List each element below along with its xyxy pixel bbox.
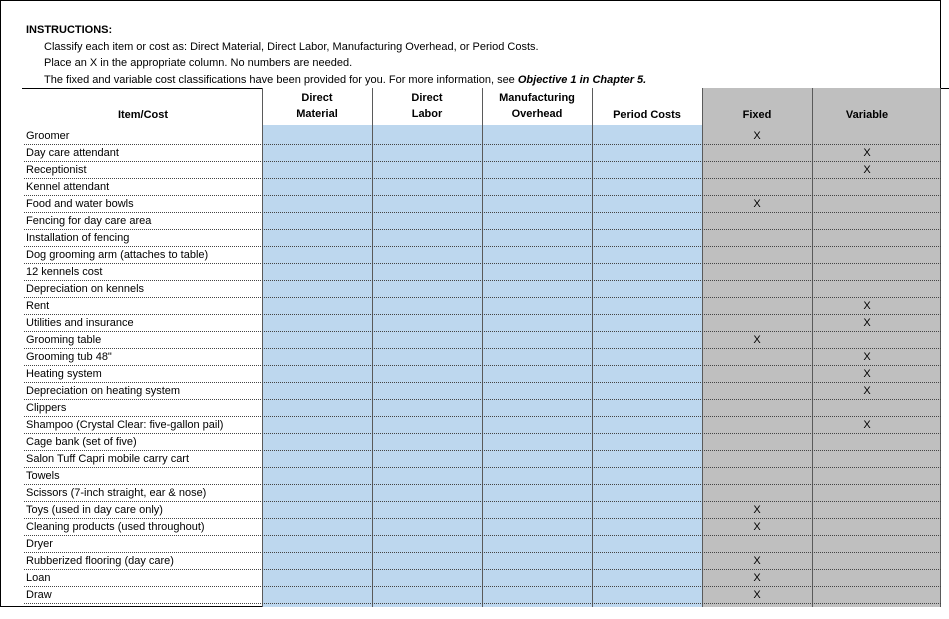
item-cost-label: Clippers (26, 402, 67, 414)
item-cost-label: Utilities and insurance (26, 317, 134, 329)
chapter-reference: Objective 1 in Chapter 5. (517, 73, 647, 86)
fixed-mark: X (753, 521, 761, 533)
table-row (24, 417, 941, 434)
table-row (24, 332, 941, 349)
fixed-mark: X (753, 504, 761, 516)
variable-mark: X (863, 419, 871, 431)
variable-mark: X (863, 164, 871, 176)
direct-material-header-line-2: Material (296, 107, 338, 120)
item-cost-label: Receptionist (26, 164, 87, 176)
table-row (24, 400, 941, 417)
item-cost-label: Kennel attendant (26, 181, 110, 193)
table-row (24, 230, 941, 247)
instructions-heading: INSTRUCTIONS: (26, 24, 113, 36)
item-cost-label: Rent (26, 300, 50, 312)
fixed-header: Fixed (742, 109, 772, 121)
item-cost-label: Towels (26, 470, 60, 482)
variable-mark: X (863, 317, 871, 329)
variable-mark: X (863, 385, 871, 397)
item-cost-label: Scissors (7-inch straight, ear & nose) (26, 487, 207, 499)
item-cost-label: Heating system (26, 368, 102, 380)
table-row (24, 128, 941, 145)
table-row (24, 468, 941, 485)
item-cost-label: Depreciation on heating system (26, 385, 181, 397)
item-cost-label: Grooming table (26, 334, 102, 346)
table-row (24, 247, 941, 264)
direct-labor-header (372, 88, 482, 125)
table-row (24, 451, 941, 468)
item-cost-label: Groomer (26, 130, 70, 142)
item-cost-label: 12 kennels cost (26, 266, 103, 278)
item-cost-label: Toys (used in day care only) (26, 504, 163, 516)
table-row (24, 179, 941, 196)
table-row (24, 485, 941, 502)
manufacturing-overhead-header (482, 88, 592, 125)
table-row (24, 519, 941, 536)
table-row (24, 315, 941, 332)
fixed-mark: X (753, 198, 761, 210)
item-cost-label: Draw (26, 589, 52, 601)
variable-mark: X (863, 368, 871, 380)
variable-mark: X (863, 147, 871, 159)
table-row (24, 587, 941, 604)
item-cost-label: Dryer (26, 538, 53, 550)
instructions-line-2: Place an X in the appropriate column. No numbers are needed. (44, 57, 353, 69)
instructions-block (26, 22, 949, 89)
fixed-mark: X (753, 334, 761, 346)
manufacturing-overhead-header-line-2: Overhead (511, 107, 563, 120)
item-cost-label: Dog grooming arm (attaches to table) (26, 249, 209, 261)
item-cost-label: Grooming tub 48" (26, 351, 112, 363)
table-row (24, 298, 941, 315)
variable-mark: X (863, 351, 871, 363)
item-cost-label: Fencing for day care area (26, 215, 152, 227)
item-cost-label: Rubberized flooring (day care) (26, 555, 174, 567)
table-row (24, 196, 941, 213)
table-row (24, 162, 941, 179)
item-cost-header: Item/Cost (117, 109, 169, 121)
item-cost-label: Day care attendant (26, 147, 119, 159)
table-row (24, 553, 941, 570)
table-row (24, 570, 941, 587)
direct-labor-header-line-1: Direct (411, 91, 443, 104)
manufacturing-overhead-header-line-1: Manufacturing (499, 91, 575, 104)
table-row (24, 213, 941, 230)
item-cost-label: Food and water bowls (26, 198, 134, 210)
item-cost-label: Cage bank (set of five) (26, 436, 137, 448)
item-cost-label: Depreciation on kennels (26, 283, 145, 295)
table-row (24, 281, 941, 298)
item-cost-label: Loan (26, 572, 51, 584)
table-row (24, 264, 941, 281)
table-row (24, 502, 941, 519)
item-cost-label: Cleaning products (used throughout) (26, 521, 205, 533)
table-row (24, 536, 941, 553)
instructions-line-3 (22, 72, 949, 90)
table-row (24, 383, 941, 400)
fixed-mark: X (753, 589, 761, 601)
direct-material-header (262, 88, 372, 125)
period-costs-header: Period Costs (613, 109, 681, 121)
table-row (24, 366, 941, 383)
cost-rows (24, 128, 941, 604)
instructions-line-1: Classify each item or cost as: Direct Material, Direct Labor, Manufacturing Overhead, or Period Costs. (44, 40, 539, 53)
item-cost-label: Shampoo (Crystal Clear: five-gallon pail) (26, 419, 224, 431)
table-row (24, 349, 941, 366)
table-row (24, 434, 941, 451)
variable-mark: X (863, 300, 871, 312)
variable-header: Variable (845, 109, 889, 121)
fixed-mark: X (753, 572, 761, 584)
fixed-mark: X (753, 555, 761, 567)
direct-labor-header-line-2: Labor (411, 107, 443, 120)
item-cost-label: Installation of fencing (26, 232, 130, 244)
instructions-line-3-text: The fixed and variable cost classifications have been provided for you. For more information, see (44, 73, 518, 86)
fixed-mark: X (753, 130, 761, 142)
direct-material-header-line-1: Direct (301, 91, 333, 104)
item-cost-label: Salon Tuff Capri mobile carry cart (26, 453, 190, 465)
table-row (24, 145, 941, 162)
